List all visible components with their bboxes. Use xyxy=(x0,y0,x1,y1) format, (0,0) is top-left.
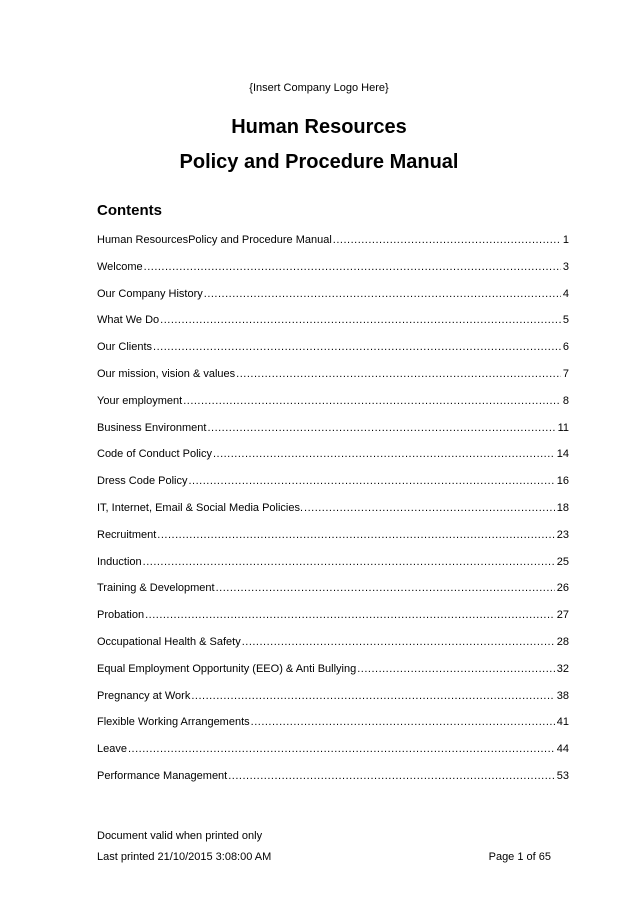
toc-dot-leader xyxy=(251,716,555,728)
toc-entry-label: Business Environment xyxy=(97,421,207,434)
toc-dot-leader xyxy=(144,261,561,273)
toc-entry[interactable] xyxy=(97,422,569,449)
toc-entry[interactable] xyxy=(97,395,569,422)
toc-entry-label: Flexible Working Arrangements xyxy=(97,716,250,729)
toc-entry-label: Probation xyxy=(97,609,145,622)
title-line-1: Human Resources xyxy=(231,116,407,138)
toc-dot-leader xyxy=(242,636,555,648)
toc-entry-page: 28 xyxy=(556,635,569,648)
toc-entry-page: 4 xyxy=(562,287,569,300)
toc-entry-page: 8 xyxy=(562,394,569,407)
toc-entry[interactable] xyxy=(97,690,569,717)
toc-dot-leader xyxy=(357,663,555,675)
title-line-2: Policy and Procedure Manual xyxy=(179,151,459,173)
toc-entry[interactable] xyxy=(97,288,569,315)
toc-dot-leader xyxy=(153,341,561,353)
toc-entry[interactable] xyxy=(97,743,569,770)
toc-entry-label: Welcome xyxy=(97,260,143,273)
toc-entry-label: Recruitment xyxy=(97,528,157,541)
toc-entry[interactable] xyxy=(97,636,569,663)
table-of-contents xyxy=(97,234,569,797)
toc-entry[interactable] xyxy=(97,341,569,368)
toc-dot-leader xyxy=(207,422,555,434)
toc-entry-label: Our Clients xyxy=(97,341,153,354)
toc-dot-leader xyxy=(143,556,555,568)
toc-dot-leader xyxy=(228,770,555,782)
toc-entry[interactable] xyxy=(97,261,569,288)
toc-dot-leader xyxy=(304,502,555,514)
toc-entry-label: What We Do xyxy=(97,314,160,327)
toc-entry-label: Your employment xyxy=(97,394,183,407)
toc-dot-leader xyxy=(160,314,561,326)
toc-entry[interactable] xyxy=(97,582,569,609)
toc-entry-label: Human ResourcesPolicy and Procedure Manual xyxy=(97,234,332,246)
toc-entry-label: Equal Employment Opportunity (EEO) & Anti Bullying xyxy=(97,662,357,675)
toc-entry[interactable] xyxy=(97,502,569,529)
toc-dot-leader xyxy=(204,288,561,300)
toc-entry-label: Leave xyxy=(97,743,127,756)
toc-entry-label: Code of Conduct Policy xyxy=(97,448,212,461)
footer-print-info xyxy=(97,851,569,863)
toc-entry-page: 18 xyxy=(556,501,569,514)
toc-entry-label: IT, Internet, Email & Social Media Policies. xyxy=(97,501,304,514)
toc-entry[interactable] xyxy=(97,529,569,556)
toc-dot-leader xyxy=(236,368,561,380)
toc-entry-page: 14 xyxy=(556,448,569,461)
toc-entry-label: Pregnancy at Work xyxy=(97,689,191,702)
toc-entry-page: 11 xyxy=(557,421,569,434)
toc-entry[interactable] xyxy=(97,609,569,636)
toc-dot-leader xyxy=(128,743,555,755)
toc-entry-page: 23 xyxy=(556,528,569,541)
toc-entry[interactable] xyxy=(97,234,569,261)
footer-last-printed: Last printed 21/10/2015 3:08:00 AM xyxy=(97,851,272,863)
toc-entry-page: 7 xyxy=(562,367,569,380)
toc-entry-page: 41 xyxy=(556,716,569,729)
toc-entry-page: 27 xyxy=(556,609,569,622)
toc-dot-leader xyxy=(188,475,554,487)
toc-entry-page: 44 xyxy=(556,743,569,756)
toc-entry-label: Training & Development xyxy=(97,582,215,595)
toc-entry-page: 38 xyxy=(556,689,569,702)
toc-entry-label: Our Company History xyxy=(97,287,203,300)
toc-entry-label: Performance Management xyxy=(97,769,228,782)
toc-entry-page: 3 xyxy=(562,260,569,273)
toc-entry-page: 5 xyxy=(562,314,569,327)
toc-dot-leader xyxy=(145,609,555,621)
toc-dot-leader xyxy=(333,234,561,246)
toc-dot-leader xyxy=(216,582,555,594)
toc-entry[interactable] xyxy=(97,716,569,743)
toc-entry-page: 6 xyxy=(562,341,569,354)
toc-entry-page: 26 xyxy=(556,582,569,595)
toc-entry[interactable] xyxy=(97,556,569,583)
toc-entry-page: 25 xyxy=(556,555,569,568)
toc-entry[interactable] xyxy=(97,368,569,395)
logo-placeholder: {Insert Company Logo Here} xyxy=(249,82,389,94)
toc-entry[interactable] xyxy=(97,475,569,502)
toc-entry-label: Dress Code Policy xyxy=(97,475,188,488)
toc-entry[interactable] xyxy=(97,770,569,797)
toc-dot-leader xyxy=(213,448,555,460)
toc-entry[interactable] xyxy=(97,663,569,690)
toc-entry[interactable] xyxy=(97,448,569,475)
footer-page-number: Page 1 of 65 xyxy=(488,851,551,863)
toc-entry-label: Occupational Health & Safety xyxy=(97,635,241,648)
toc-dot-leader xyxy=(191,690,554,702)
footer-validity: Document valid when printed only xyxy=(97,830,263,842)
toc-entry[interactable] xyxy=(97,314,569,341)
contents-heading: Contents xyxy=(97,202,162,219)
toc-entry-page: 16 xyxy=(556,475,569,488)
toc-entry-page: 32 xyxy=(556,662,569,675)
toc-entry-label: Our mission, vision & values xyxy=(97,367,236,380)
toc-entry-page: 1 xyxy=(562,234,569,246)
toc-dot-leader xyxy=(157,529,554,541)
toc-entry-label: Induction xyxy=(97,555,142,568)
toc-dot-leader xyxy=(183,395,561,407)
toc-entry-page: 53 xyxy=(556,769,569,782)
